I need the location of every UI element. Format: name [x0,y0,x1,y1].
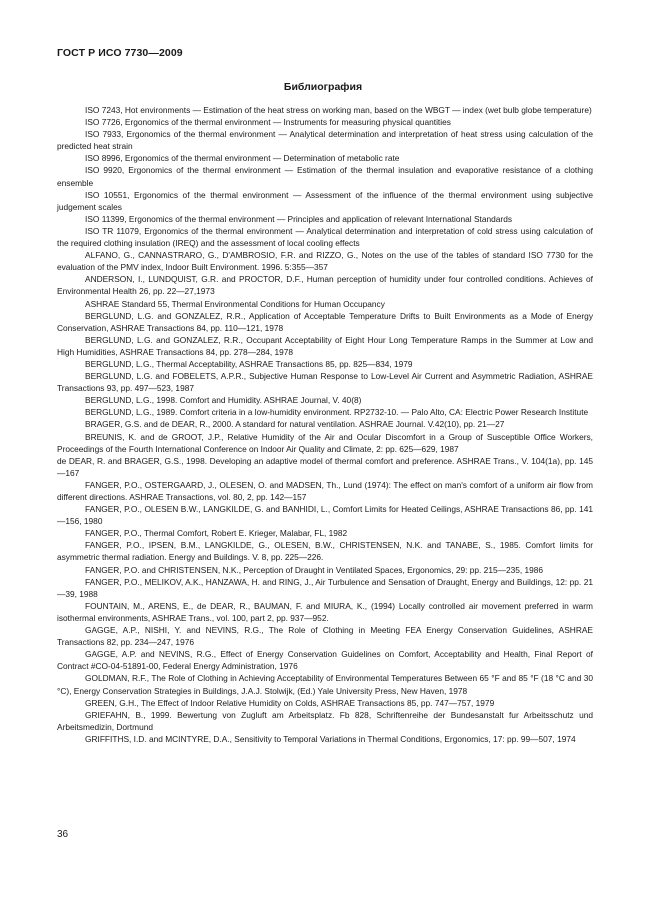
bibliography-entry: BERGLUND, L.G. and FOBELETS, A.P.R., Subjective Human Response to Low-Level Air Current and Asymmetric Radiation, ASHRAE Transactions 93, pp. 497—523, 1987 [57,371,593,394]
bibliography-entry: ISO 10551, Ergonomics of the thermal environment — Assessment of the influence of the thermal environment using subjective judgement scales [57,189,593,212]
bibliography-entry: BERGLUND, L.G., 1989. Comfort criteria in a low-humidity environment. RP2732-10. — Palo Alto, CA: Electric Power Research Institute [85,407,589,418]
bibliography-entry: ISO 9920, Ergonomics of the thermal environment — Estimation of the thermal insulation and evaporative resistance of a clothing ensemble [57,165,593,188]
bibliography-entry: ISO 7726, Ergonomics of the thermal environment — Instruments for measuring physical quantities [85,117,451,128]
bibliography-entry: BREUNIS, K. and de GROOT, J.P., Relative Humidity of the Air and Ocular Discomfort in a Group of Susceptible Office Workers, Proceedings of the Fourth International Conference on Indoor Air Quality and Climate, 2: pp. 625—629, 1987 [57,431,593,454]
bibliography-entry: FANGER, P.O., IPSEN, B.M., LANGKILDE, G., OLESEN, B.W., CHRISTENSEN, N.K. and TANABE, S., 1985. Comfort limits for asymmetric thermal radiation. Energy and Buildings. V. 8, pp. 225—226. [57,540,593,563]
bibliography-entry: GRIFFITHS, I.D. and MCINTYRE, D.A., Sensitivity to Temporal Variations in Thermal Conditions, Ergonomics, 17: pp. 99—507, 1974 [85,733,576,744]
bibliography-entry: BRAGER, G.S. and de DEAR, R., 2000. A standard for natural ventilation. ASHRAE Journal. V.42(10), pp. 21—27 [85,419,505,430]
bibliography-entry: ASHRAE Standard 55, Thermal Environmental Conditions for Human Occupancy [85,298,385,309]
bibliography-entry: GAGGE, A.P. and NEVINS, R.G., Effect of Energy Conservation Guidelines on Comfort, Acceptability and Health, Final Report of Contract #CO-04-51891-00, Federal Energy Administration, 1976 [57,649,593,672]
page-number: 36 [57,829,69,840]
standard-header: ГОСТ Р ИСО 7730—2009 [57,47,183,59]
bibliography-entry: ISO 7243, Hot environments — Estimation of the heat stress on working man, based on the WBGT — index (wet bulb globe temperature) [85,105,592,115]
bibliography-entry: GRIEFAHN, B., 1999. Bewertung von Zugluft am Arbeitsplatz. Fb 828, Schriftenreihe der Bundesanstalt fur Arbeitsschutz und Arbeitsmedizin, Dortmund [57,709,593,732]
bibliography-entry: ISO 7933, Ergonomics of the thermal environment — Analytical determination and interpretation of heat stress using calculation of the predicted heat strain [57,129,593,152]
bibliography-entry: ISO 8996, Ergonomics of the thermal environment — Determination of metabolic rate [85,153,400,164]
bibliography-entry: FANGER, P.O. and CHRISTENSEN, N.K., Perception of Draught in Ventilated Spaces, Ergonomics, 29: pp. 215—235, 1986 [85,564,544,575]
bibliography-entry: ISO TR 11079, Ergonomics of the thermal environment — Analytical determination and interpretation of cold stress using calculation of the required clothing insulation (IREQ) and the assessment of local cooling effects [57,225,593,249]
bibliography-title: Библиография [283,81,363,93]
bibliography-entry: FANGER, P.O., MELIKOV, A.K., HANZAWA, H. and RING, J., Air Turbulence and Sensation of Draught, Energy and Buildings, 12: pp. 21—39, 1988 [57,576,593,599]
bibliography-entry: BERGLUND, L.G. and GONZALEZ, R.R., Application of Acceptable Temperature Drifts to Built Environments as a Mode of Energy Conservation, ASHRAE Transactions 84, pp. 110—121, 1978 [57,310,593,333]
bibliography-entry: FANGER, P.O., OLESEN B.W., LANGKILDE, G. and BANHIDI, L., Comfort Limits for Heated Ceilings, ASHRAE Transactions 86, pp. 141—156, 1980 [57,504,593,527]
bibliography-entry: ALFANO, G., CANNASTRARO, G., D'AMBROSIO, F.R. and RIZZO, G., Notes on the use of the tables of standard ISO 7730 for the evaluation of the PMV index, Indoor Built Environment. 1996. 5:355—357 [57,250,593,273]
bibliography-entry: FOUNTAIN, M., ARENS, E., de DEAR, R., BAUMAN, F. and MIURA, K., (1994) Locally controlled air movement preferred in warm isothermal environments, ASHRAE Trans., vol. 100, part 2, pp. 937—952. [57,600,593,623]
bibliography-entry: GAGGE, A.P., NISHI, Y. and NEVINS, R.G., The Role of Clothing in Meeting FEA Energy Conservation Guidelines, ASHRAE Transactions 82, pp. 234—247, 1976 [57,625,593,648]
bibliography-entry: ANDERSON, I., LUNDQUIST, G.R. and PROCTOR, D.F., Human perception of humidity under four controlled conditions. Achieves of Environmental Health 26, pp. 22—27,1973 [57,274,593,297]
bibliography-entry: BERGLUND, L.G. and GONZALEZ, R.R., Occupant Acceptability of Eight Hour Long Temperature Ramps in the Summer at Low and High Humidities, ASHRAE Transactions 84, pp. 278—284, 1978 [57,334,593,357]
bibliography-entry: FANGER, P.O., OSTERGAARD, J., OLESEN, O. and MADSEN, Th., Lund (1974): The effect on man's comfort of a uniform air flow from different directions. ASHRAE Transactions, vol. 80, 2, pp. 142—157 [57,479,593,502]
bibliography-list [57,104,593,745]
bibliography-entry: GREEN, G.H., The Effect of Indoor Relative Humidity on Colds, ASHRAE Transactions 85, pp. 747—757, 1979 [85,697,495,708]
bibliography-entry: FANGER, P.O., Thermal Comfort, Robert E. Krieger, Malabar, FL, 1982 [85,528,348,539]
bibliography-entry: BERGLUND, L.G., 1998. Comfort and Humidity. ASHRAE Journal, V. 40(8) [85,395,362,406]
bibliography-entry: de DEAR, R. and BRAGER, G.S., 1998. Developing an adaptive model of thermal comfort and preference. ASHRAE Trans., V. 104(1a), pp. 145—167 [57,455,593,478]
bibliography-entry: ISO 11399, Ergonomics of the thermal environment — Principles and application of relevant International Standards [85,213,513,224]
bibliography-entry: GOLDMAN, R.F., The Role of Clothing in Achieving Acceptability of Environmental Temperatures Between 65 °F and 85 °F (18 °C and 30 °C), Energy Conservation Strategies in Buildings, J.A.J. Stolwijk, (Ed.) Yale University Press, New Haven, 1978 [57,673,593,696]
bibliography-entry: BERGLUND, L.G., Thermal Acceptability, ASHRAE Transactions 85, pp. 825—834, 1979 [85,358,413,369]
